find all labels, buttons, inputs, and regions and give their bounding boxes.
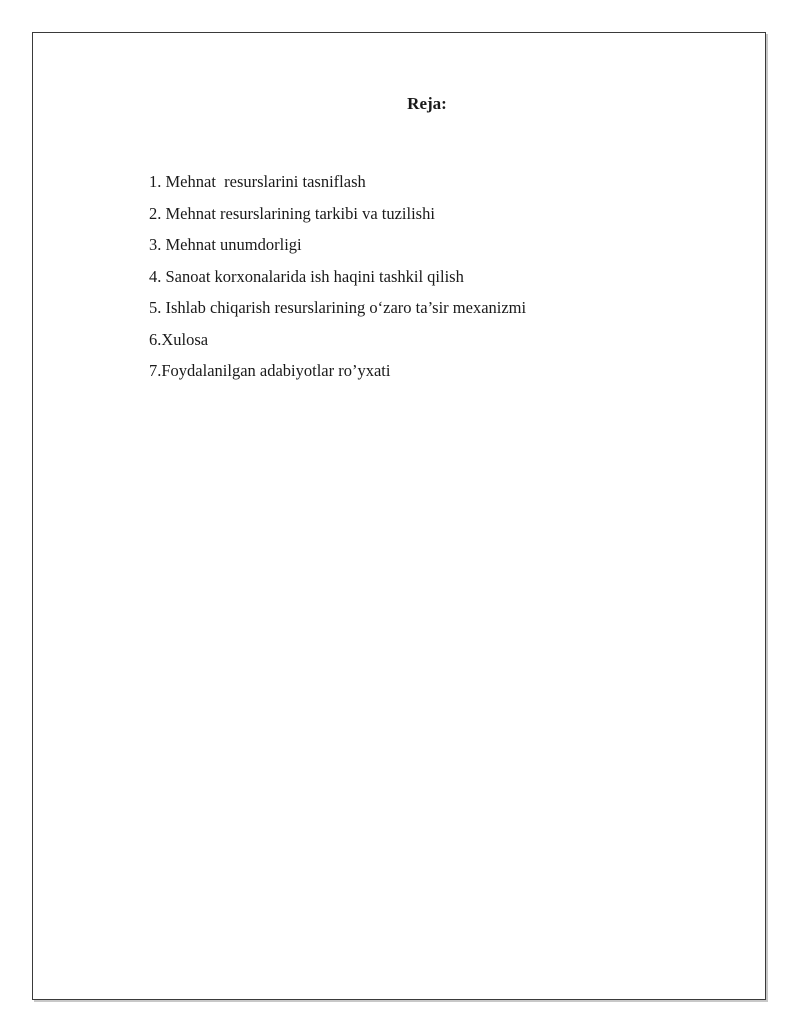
plan-item-7: 7.Foydalanilgan adabiyotlar ro’yxati <box>149 361 391 380</box>
plan-item-1: 1. Mehnat resurslarini tasniflash <box>149 172 366 191</box>
page-title: Reja: <box>407 94 447 113</box>
plan-item-5: 5. Ishlab chiqarish resurslarining o‘zaro ta’sir mexanizmi <box>149 298 527 317</box>
plan-item-6: 6.Xulosa <box>149 329 209 349</box>
plan-item-4: 4. Sanoat korxonalarida ish haqini tashkil qilish <box>149 266 464 286</box>
plan-item-3: 3. Mehnat unumdorligi <box>149 235 302 254</box>
plan-list <box>149 166 526 387</box>
plan-item-2: 2. Mehnat resurslarining tarkibi va tuzilishi <box>149 203 435 223</box>
